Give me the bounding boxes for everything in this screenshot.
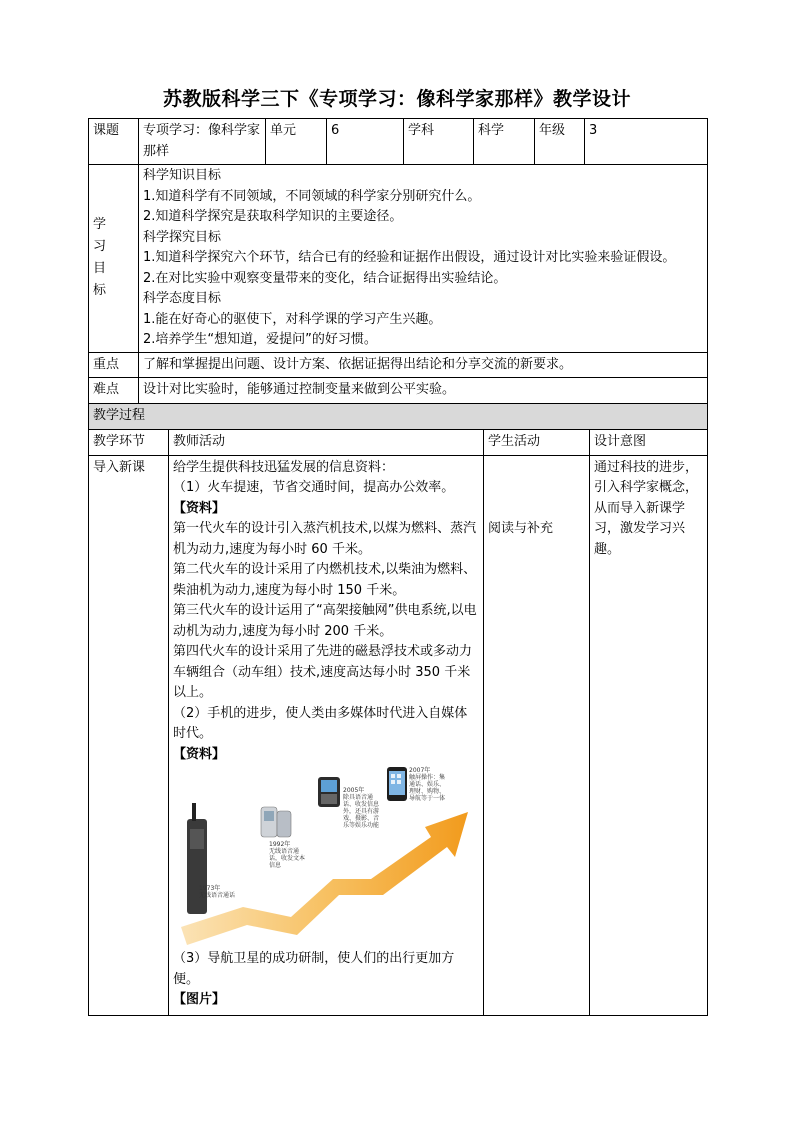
reference-tag: 【资料】 xyxy=(173,746,226,762)
header-stage: 教学环节 xyxy=(89,430,169,456)
unit-value: 6 xyxy=(327,119,404,165)
train-line: 第四代火车的设计采用了先进的磁悬浮技术或多动力车辆组合（动车组）技术,速度高达每小时 350 千米以上。 xyxy=(173,644,473,700)
lesson-plan-table xyxy=(88,118,708,430)
phone-caption-1973: 1973年 无线语音通话 xyxy=(199,885,236,899)
objective-line: 1.能在好奇心的驱使下，对科学课的学习产生兴趣。 xyxy=(143,311,442,327)
subject-value: 科学 xyxy=(474,119,535,165)
stage-name: 导入新课 xyxy=(89,455,169,1015)
process-columns xyxy=(89,430,708,456)
objective-line: 科学知识目标 xyxy=(143,168,222,183)
teacher-intro: 给学生提供科技迅猛发展的信息资料： xyxy=(173,459,395,475)
key-point-label: 重点 xyxy=(89,352,139,378)
grade-label: 年级 xyxy=(535,119,585,165)
process-header-row xyxy=(89,404,708,430)
difficulty-row xyxy=(89,378,708,404)
info-row xyxy=(89,119,708,165)
phone-2007-icon xyxy=(387,767,407,801)
key-point-text: 了解和掌握提出问题、设计方案、依据证据得出结论和分享交流的新要求。 xyxy=(139,352,708,378)
objective-line: 1.知道科学有不同领域，不同领域的科学家分别研究什么。 xyxy=(143,188,481,204)
objectives-label: 学习目标 xyxy=(89,165,139,353)
train-line: 第三代火车的设计运用了“高架接触网”供电系统,以电动机为动力,速度为每小时 200 千米。 xyxy=(173,603,477,639)
objective-line: 2.在对比实验中观察变量带来的变化，结合证据得出实验结论。 xyxy=(143,270,507,286)
phone-evolution-image xyxy=(173,767,471,947)
page-title: 苏教版科学三下《专项学习：像科学家那样》教学设计 xyxy=(162,88,631,110)
process-label: 教学过程 xyxy=(89,404,708,430)
topic-label: 课题 xyxy=(89,119,139,165)
header-teacher: 教师活动 xyxy=(169,430,484,456)
grade-value: 3 xyxy=(585,119,708,165)
phone-caption-1992: 1992年 无线语音通 话，收发文本 信息 xyxy=(269,841,306,869)
teacher-point-2: （2）手机的进步，使人类由多媒体时代进入自媒体时代。 xyxy=(173,705,468,741)
reference-tag: 【图片】 xyxy=(173,992,226,1007)
train-line: 第一代火车的设计引入蒸汽机技术,以煤为燃料、蒸汽机为动力,速度为每小时 60 千米。 xyxy=(173,521,477,557)
header-intent: 设计意图 xyxy=(590,430,708,456)
growth-arrow xyxy=(181,812,468,945)
teacher-activity xyxy=(169,455,484,1015)
phone-2005-icon xyxy=(318,777,340,807)
unit-label: 单元 xyxy=(266,119,327,165)
objective-line: 科学态度目标 xyxy=(143,291,222,306)
phone-1992-icon xyxy=(261,807,291,837)
intro-stage-row xyxy=(89,455,708,1015)
key-point-row xyxy=(89,352,708,378)
phone-caption-2005: 2005年 除具语音通 话、收发信息 外，还具有游 戏、摄影、音 乐等娱乐功能 xyxy=(343,787,380,829)
teacher-point-3: （3）导航卫星的成功研制，使人们的出行更加方便。 xyxy=(173,951,455,987)
objectives-row xyxy=(89,165,708,353)
objective-line: 2.培养学生“想知道，爱提问”的好习惯。 xyxy=(143,332,377,347)
train-line: 第二代火车的设计采用了内燃机技术,以柴油为燃料、柴油机为动力,速度为每小时 150 千米。 xyxy=(173,562,477,598)
difficulty-label: 难点 xyxy=(89,378,139,404)
reference-tag: 【资料】 xyxy=(173,500,226,516)
objective-line: 1.知道科学探究六个环节，结合已有的经验和证据作出假设，通过设计对比实验来验证假设。 xyxy=(143,250,676,265)
difficulty-text: 设计对比实验时，能够通过控制变量来做到公平实验。 xyxy=(139,378,708,404)
objective-line: 科学探究目标 xyxy=(143,229,222,245)
phone-caption-2007: 2007年 触屏操作：集 通话、娱乐、 理财、购物、 导航等于一体 xyxy=(409,767,446,802)
student-activity: 阅读与补充 xyxy=(484,455,590,1015)
process-table xyxy=(88,429,708,1016)
topic-value: 专项学习：像科学家那样 xyxy=(139,119,266,165)
subject-label: 学科 xyxy=(404,119,474,165)
objective-line: 2.知道科学探究是获取科学知识的主要途径。 xyxy=(143,209,403,224)
design-intent: 通过科技的进步，引入科学家概念，从而导入新课学习，激发学习兴趣。 xyxy=(590,455,708,1015)
teacher-point-1: （1）火车提速，节省交通时间，提高办公效率。 xyxy=(173,480,455,495)
objectives-content xyxy=(139,165,708,353)
header-student: 学生活动 xyxy=(484,430,590,456)
